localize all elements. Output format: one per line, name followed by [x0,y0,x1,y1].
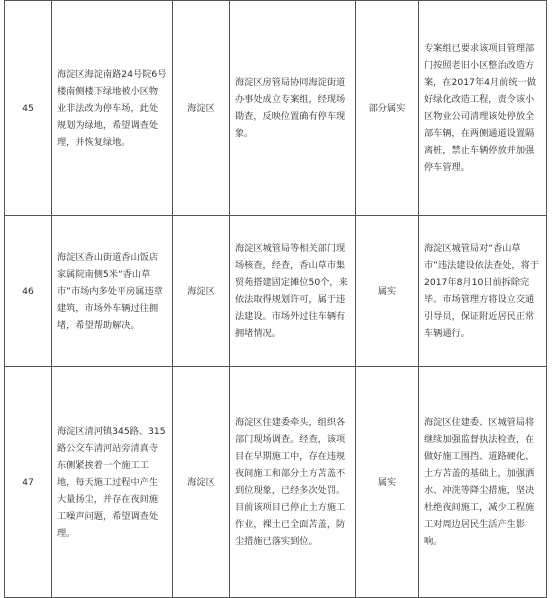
status-cell: 属实 [356,216,419,367]
complaint-cell: 海淀区清河镇345路、315路公交车清河站旁清真寺东侧紧挨着一个施工工地，每天施工过程中产生大量扬尘，并存在夜间施工噪声问题，希望调查处理。 [52,367,173,598]
district-cell: 海淀区 [173,367,230,598]
verification-cell: 海淀区房管局协同海淀街道办事处成立专案组，经现场勘查，反映位置确有停车现象。 [230,1,356,216]
complaint-cell: 海淀区香山街道香山饭店家属院南侧5米“香山草市”市场内多处平房属违章建筑，市场外车辆过往拥堵，希望帮助解决。 [52,216,173,367]
handling-cell: 海淀区住建委、区城管局将继续加强监督执法检查，在做好施工围挡、道路硬化、土方苫盖的基础上，加强洒水、冲洗等降尘措施，坚决杜绝夜间施工，减少工程施工对周边居民生活产生影响。 [419,367,547,598]
row-number: 46 [5,216,52,367]
table-row [5,216,547,367]
verification-cell: 海淀区住建委牵头，组织各部门现场调查。经查，该项目在早期施工中，存在违规夜间施工和部分土方苫盖不到位现象，已经多次处罚。目前该项目已停止土方施工作业，裸土已全面苫盖，防尘措施已落实到位。 [230,367,356,598]
table-row [5,367,547,598]
complaints-table [4,0,547,598]
district-cell: 海淀区 [173,1,230,216]
handling-cell: 海淀区城管局对“香山草市”违法建设依法查处，将于2017年8月10日前拆除完毕。市场管理方将设立交通引导员，保证附近居民正常车辆通行。 [419,216,547,367]
district-cell: 海淀区 [173,216,230,367]
row-number: 47 [5,367,52,598]
handling-cell: 专案组已要求该项目管理部门按照老旧小区整治改造方案，在2017年4月前统一做好绿化改造工程，责令该小区物业公司清理该处停放全部车辆，在两侧通道设置隔离桩，禁止车辆停放并加强停车管理。 [419,1,547,216]
verification-cell: 海淀区城管局等相关部门现场核查，经查，香山草市集贸苑搭建固定摊位50个，来依法取得规划许可，属于违法建设。市场外过往车辆有拥堵情况。 [230,216,356,367]
status-cell: 属实 [356,367,419,598]
table-row [5,1,547,216]
complaint-cell: 海淀区海淀南路24号院6号楼南侧楼下绿地被小区物业非法改为停车场，此处规划为绿地，希望调查处理，并恢复绿地。 [52,1,173,216]
status-cell: 部分属实 [356,1,419,216]
row-number: 45 [5,1,52,216]
